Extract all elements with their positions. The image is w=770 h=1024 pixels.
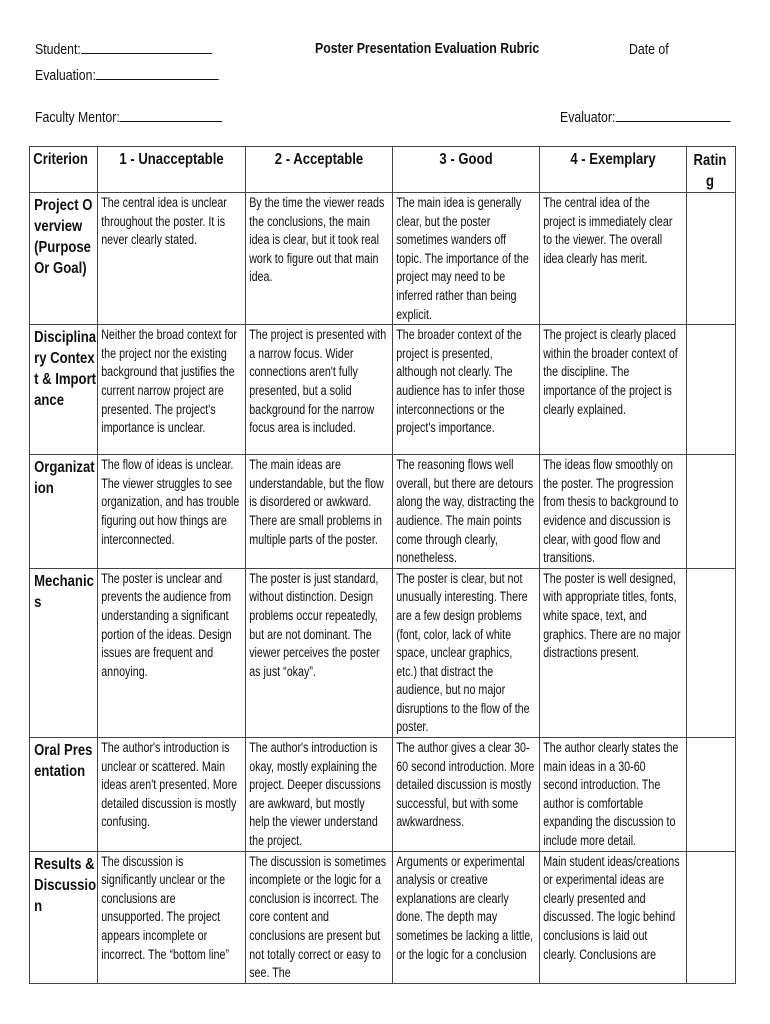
score-3-cell: The reasoning flows well overall, but there are detours along the way, distracting the audience. The main points come through clearly, nonetheless. <box>393 455 540 569</box>
page-title: Poster Presentation Evaluation Rubric <box>315 40 540 57</box>
criterion-cell: Disciplinary Context & Importance <box>30 325 98 455</box>
rating-cell[interactable] <box>687 851 736 983</box>
score-1-cell: The poster is unclear and prevents the audience from understanding a significant portion of the ideas. Design issues are frequent and annoying. <box>98 568 246 737</box>
score-4-cell: The central idea of the project is immediately clear to the viewer. The overall idea clearly has merit. <box>540 193 687 325</box>
header-acceptable: 2 - Acceptable <box>246 147 393 193</box>
rating-cell[interactable] <box>687 568 736 737</box>
score-3-cell: The author gives a clear 30-60 second introduction. More detailed discussion is mostly successful, but with some awkwardness. <box>393 738 540 852</box>
score-1-cell: The discussion is significantly unclear or the conclusions are unsupported. The project appears incomplete or incorrect. The “bottom line” <box>98 851 246 983</box>
score-3-cell: The poster is clear, but not unusually interesting. There are a few design problems (font, color, lack of white space, unclear graphics, etc.) that distract the audience, but no major disruptions to the flow of the poster. <box>393 568 540 737</box>
header-rating: Rating <box>687 147 736 193</box>
score-4-cell: The ideas flow smoothly on the poster. The progression from thesis to background to evidence and discussion is clear, with good flow and transitions. <box>540 455 687 569</box>
evaluation-blank <box>96 67 219 80</box>
header-row <box>30 147 736 193</box>
faculty-mentor-line <box>35 109 222 126</box>
student-label-line <box>35 41 212 58</box>
table-row <box>30 568 736 737</box>
evaluation-label-line <box>35 67 219 84</box>
student-label: Student: <box>35 41 81 58</box>
score-1-cell: The flow of ideas is unclear. The viewer struggles to see organization, and has trouble figuring out how things are interconnected. <box>98 455 246 569</box>
score-4-cell: The project is clearly placed within the broader context of the discipline. The importance of the project is clearly explained. <box>540 325 687 455</box>
table-row <box>30 193 736 325</box>
header-good: 3 - Good <box>393 147 540 193</box>
rating-cell[interactable] <box>687 455 736 569</box>
rubric-table <box>29 146 736 984</box>
score-1-cell: Neither the broad context for the project nor the existing background that justifies the current narrow project are presented. The project's importance is unclear. <box>98 325 246 455</box>
score-2-cell: The discussion is sometimes incomplete or the logic for a conclusion is incorrect. The core content and conclusions are present but not totally correct or easy to see. The <box>246 851 393 983</box>
score-2-cell: The main ideas are understandable, but the flow is disordered or awkward. There are small problems in multiple parts of the poster. <box>246 455 393 569</box>
rating-cell[interactable] <box>687 325 736 455</box>
criterion-cell: Mechanics <box>30 568 98 737</box>
student-blank <box>81 41 212 54</box>
criterion-cell: Project Overview (Purpose Or Goal) <box>30 193 98 325</box>
score-4-cell: The author clearly states the main ideas in a 30-60 second introduction. The author is comfortable expanding the discussion to include more detail. <box>540 738 687 852</box>
evaluator-line <box>560 109 730 126</box>
criterion-cell: Oral Presentation <box>30 738 98 852</box>
score-2-cell: The project is presented with a narrow focus. Wider connections aren't fully presented, but a solid background for the narrow focus area is included. <box>246 325 393 455</box>
score-3-cell: The main idea is generally clear, but the poster sometimes wanders off topic. The importance of the project may need to be inferred rather than being explicit. <box>393 193 540 325</box>
evaluator-blank <box>615 109 730 122</box>
score-3-cell: Arguments or experimental analysis or creative explanations are clearly done. The depth may sometimes be lacking a little, or the logic for a conclusion <box>393 851 540 983</box>
header-exemplary: 4 - Exemplary <box>540 147 687 193</box>
criterion-cell: Organization <box>30 455 98 569</box>
faculty-mentor-blank <box>120 109 223 122</box>
score-4-cell: Main student ideas/creations or experimental ideas are clearly presented and discussed. The logic behind conclusions is laid out clearly. Conclusions are <box>540 851 687 983</box>
score-2-cell: The author's introduction is okay, mostly explaining the project. Deeper discussions are awkward, but mostly help the viewer understand the project. <box>246 738 393 852</box>
header-criterion: Criterion <box>30 147 98 193</box>
date-label: Date of <box>629 41 669 58</box>
table-row <box>30 325 736 455</box>
table-row <box>30 738 736 852</box>
rating-cell[interactable] <box>687 738 736 852</box>
score-3-cell: The broader context of the project is presented, although not clearly. The audience has to infer those interconnections or the project's importance. <box>393 325 540 455</box>
evaluator-label: Evaluator: <box>560 109 616 126</box>
table-row <box>30 455 736 569</box>
score-2-cell: By the time the viewer reads the conclusions, the main idea is clear, but it took real work to figure out that main idea. <box>246 193 393 325</box>
faculty-mentor-label: Faculty Mentor: <box>35 109 120 126</box>
header-unacceptable: 1 - Unacceptable <box>98 147 246 193</box>
score-4-cell: The poster is well designed, with appropriate titles, fonts, white space, text, and graphics. There are no major distractions present. <box>540 568 687 737</box>
score-2-cell: The poster is just standard, without distinction. Design problems occur repeatedly, but are not dominant. The viewer perceives the poster as just “okay”. <box>246 568 393 737</box>
score-1-cell: The central idea is unclear throughout the poster. It is never clearly stated. <box>98 193 246 325</box>
score-1-cell: The author's introduction is unclear or scattered. Main ideas aren't presented. More detailed discussion is mostly confusing. <box>98 738 246 852</box>
table-row <box>30 851 736 983</box>
rating-cell[interactable] <box>687 193 736 325</box>
evaluation-label: Evaluation: <box>35 67 96 84</box>
criterion-cell: Results & Discussion <box>30 851 98 983</box>
